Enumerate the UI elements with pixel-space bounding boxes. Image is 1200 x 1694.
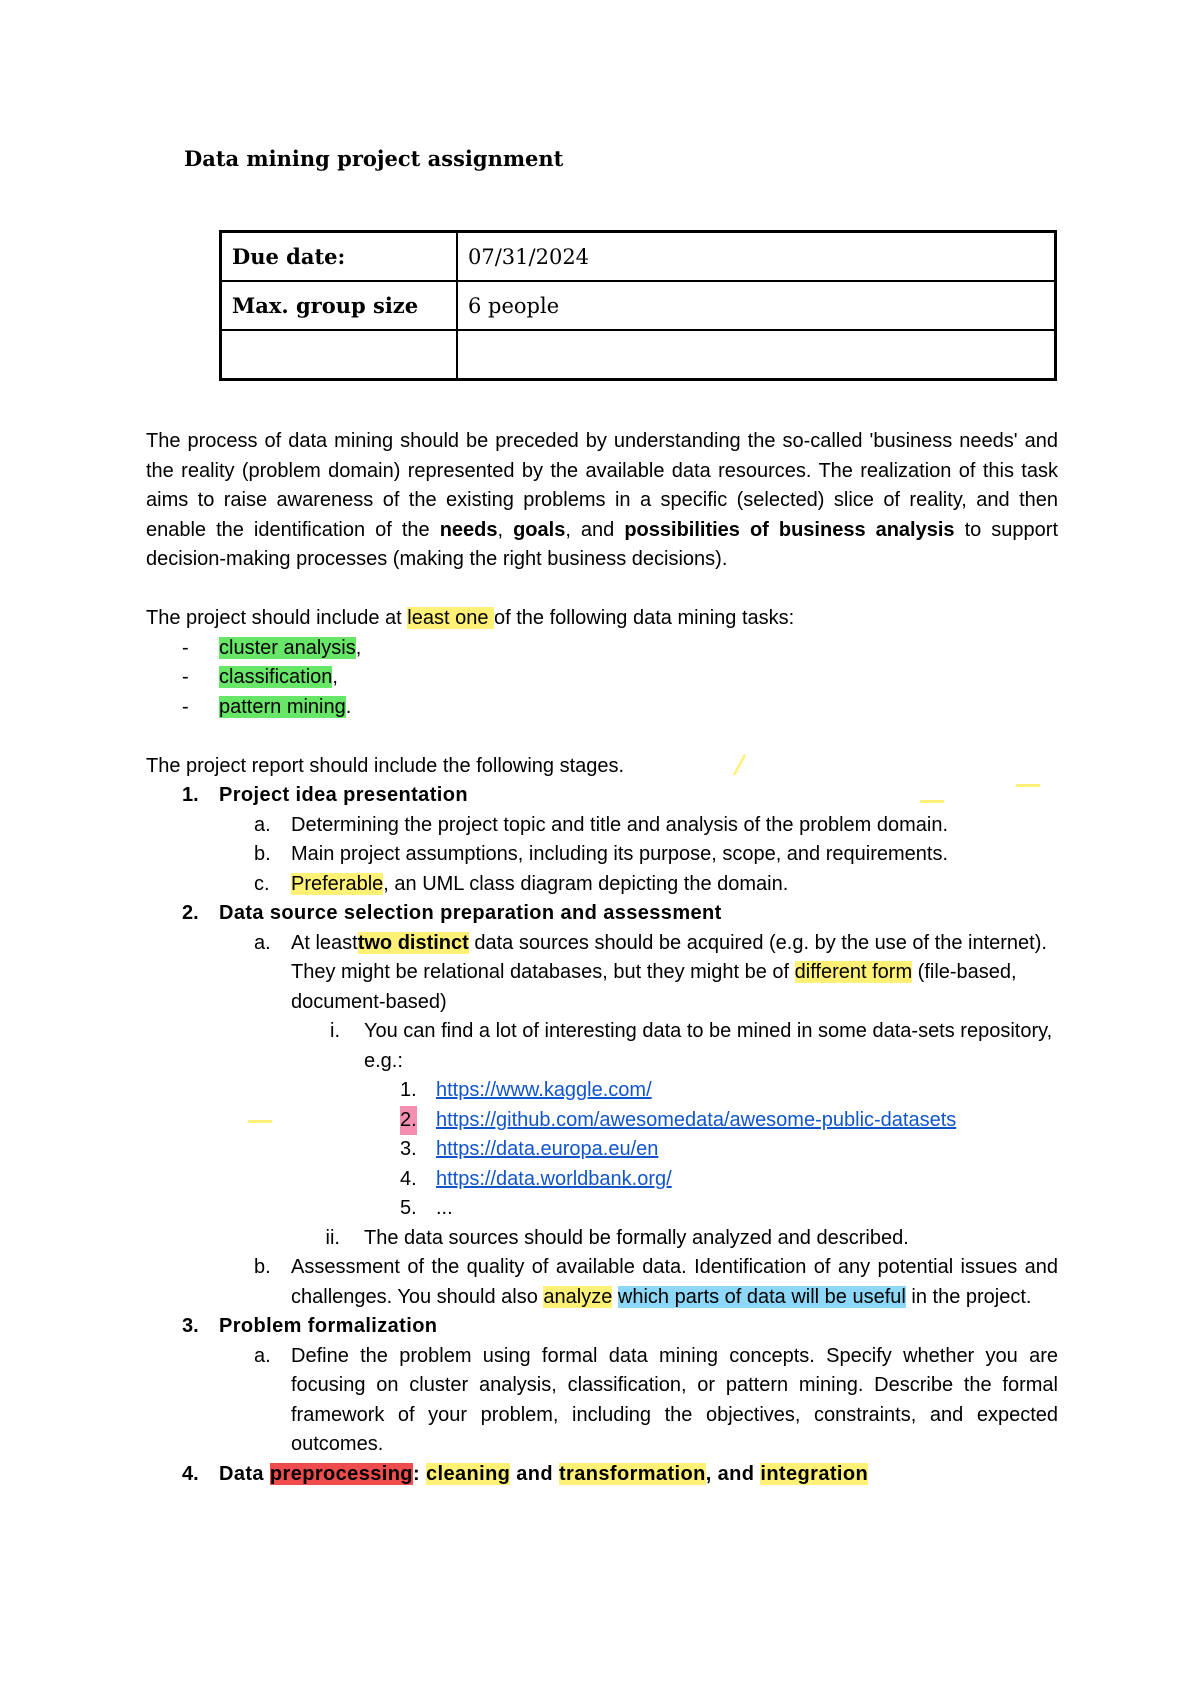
list-item bbox=[146, 634, 1058, 664]
due-date-value: 07/31/2024 bbox=[457, 232, 1056, 282]
intro-paragraph bbox=[146, 427, 1058, 575]
item-text: data sources should be acquired (e.g. by the use of the internet). They might be relational databases, but they might be of bbox=[291, 931, 1047, 983]
stage-title-text: Data bbox=[219, 1462, 270, 1485]
highlight-integration: integration bbox=[760, 1462, 869, 1485]
item-text: , an UML class diagram depicting the domain. bbox=[383, 872, 789, 895]
highlight-preprocessing: preprocessing bbox=[269, 1462, 413, 1485]
highlight-cleaning: cleaning bbox=[425, 1462, 511, 1485]
letter-marker: a. bbox=[254, 931, 271, 954]
stray-highlighter-mark bbox=[248, 1120, 272, 1123]
item-text: You can find a lot of interesting data to be mined in some data-sets repository, e.g.: bbox=[364, 1020, 1053, 1072]
stage-2-heading bbox=[146, 899, 1058, 929]
list-item bbox=[146, 1076, 1058, 1106]
dash-marker: - bbox=[182, 695, 189, 718]
data-europa-link[interactable]: https://data.europa.eu/en bbox=[436, 1138, 659, 1160]
table-row bbox=[221, 330, 1056, 380]
kaggle-link[interactable]: https://www.kaggle.com/ bbox=[436, 1079, 652, 1101]
task-classification: classification bbox=[219, 666, 333, 688]
number-marker: 4. bbox=[400, 1167, 417, 1190]
stage-3-heading bbox=[146, 1312, 1058, 1342]
stage-number: 4. bbox=[182, 1462, 199, 1485]
info-table bbox=[219, 230, 1057, 381]
stage-title-text: , and bbox=[705, 1462, 761, 1485]
stage-title: Project idea presentation bbox=[219, 784, 468, 806]
stage-number: 3. bbox=[182, 1315, 199, 1337]
list-item bbox=[146, 1135, 1058, 1165]
list-item bbox=[146, 1224, 1058, 1254]
list-item bbox=[146, 1017, 1058, 1076]
stage-number: 2. bbox=[182, 902, 199, 924]
list-punctuation: , bbox=[355, 636, 362, 659]
tasks-intro-text: The project should include at bbox=[146, 607, 408, 629]
item-text: Assessment of the quality of available data. Identification of any potential issues and challenges. You should also bbox=[291, 1256, 1058, 1308]
letter-marker: b. bbox=[254, 1256, 271, 1278]
worldbank-link[interactable]: https://data.worldbank.org/ bbox=[436, 1167, 672, 1190]
intro-separator: , and bbox=[565, 518, 625, 541]
task-cluster-analysis: cluster analysis bbox=[219, 636, 356, 659]
list-item bbox=[146, 1106, 1058, 1136]
stage-4-heading bbox=[146, 1460, 1058, 1490]
highlight-least-one: least one bbox=[407, 607, 495, 629]
number-marker: 3. bbox=[400, 1138, 417, 1160]
stage-1-heading bbox=[146, 781, 1058, 811]
due-date-label: Due date: bbox=[221, 232, 458, 282]
roman-marker: i. bbox=[330, 1020, 340, 1042]
dash-marker: - bbox=[182, 636, 189, 659]
highlight-preferable: Preferable bbox=[291, 872, 384, 895]
list-item bbox=[146, 811, 1058, 841]
task-pattern-mining: pattern mining bbox=[219, 695, 346, 718]
tasks-intro-text: of the following data mining tasks: bbox=[494, 607, 795, 629]
stage-title: Data source selection preparation and assessment bbox=[219, 902, 722, 924]
group-size-value: 6 people bbox=[457, 281, 1056, 330]
intro-text: to support decision-making processes (making the right business decisions). bbox=[146, 518, 1058, 570]
dash-marker: - bbox=[182, 666, 189, 688]
intro-text: The process of data mining should be preceded by understanding the so-called 'business needs' and the reality (problem domain) represented by the available data resources. The realization of this task aims to raise awareness of the existing problems in a specific (selected) slice of reality, and then enable the identification of the bbox=[146, 430, 1058, 541]
list-punctuation: , bbox=[332, 666, 338, 688]
letter-marker: a. bbox=[254, 813, 271, 836]
needs-term: needs bbox=[439, 518, 498, 541]
item-text: in the project. bbox=[905, 1285, 1032, 1308]
item-text: Main project assumptions, including its purpose, scope, and requirements. bbox=[291, 843, 949, 865]
stray-highlighter-mark bbox=[1016, 784, 1040, 787]
number-marker: 2. bbox=[400, 1106, 417, 1136]
highlight-transformation: transformation bbox=[558, 1462, 706, 1485]
tasks-intro bbox=[146, 604, 1058, 634]
document-title: Data mining project assignment bbox=[184, 146, 564, 171]
roman-marker: ii. bbox=[325, 1226, 340, 1249]
stages-intro: The project report should include the following stages. bbox=[146, 754, 625, 777]
ellipsis: ... bbox=[436, 1197, 453, 1219]
stage-title-text: : bbox=[412, 1462, 426, 1485]
list-item bbox=[146, 929, 1058, 1018]
list-item bbox=[146, 1253, 1058, 1312]
stray-highlighter-mark bbox=[730, 752, 750, 778]
list-punctuation: . bbox=[345, 695, 352, 718]
item-text: (file-based, document-based) bbox=[291, 961, 1017, 1013]
list-item bbox=[146, 870, 1058, 900]
empty-cell bbox=[221, 330, 458, 380]
table-row bbox=[221, 232, 1056, 282]
item-text: Determining the project topic and title and analysis of the problem domain. bbox=[291, 813, 949, 836]
highlight-analyze: analyze bbox=[543, 1285, 613, 1308]
item-text: Define the problem using formal data mining concepts. Specify whether you are focusing on cluster analysis, classification, or pattern mining. Describe the formal framework of your problem, including the objectives, constraints, and expected outcomes. bbox=[291, 1344, 1058, 1455]
group-size-label: Max. group size bbox=[221, 281, 458, 330]
document-body bbox=[146, 427, 1058, 1489]
number-marker: 1. bbox=[400, 1079, 417, 1101]
stage-number: 1. bbox=[182, 784, 199, 806]
list-item bbox=[146, 663, 1058, 693]
letter-marker: a. bbox=[254, 1344, 271, 1367]
stray-highlighter-mark bbox=[920, 800, 944, 803]
goals-term: goals bbox=[513, 518, 566, 541]
item-text: At least bbox=[291, 931, 358, 954]
table-row bbox=[221, 281, 1056, 330]
highlight-useful-data: which parts of data will be useful bbox=[617, 1285, 906, 1308]
letter-marker: c. bbox=[254, 872, 270, 895]
empty-cell bbox=[457, 330, 1056, 380]
list-item bbox=[146, 840, 1058, 870]
possibilities-term: possibilities of business analysis bbox=[624, 518, 955, 541]
list-item bbox=[146, 1342, 1058, 1460]
letter-marker: b. bbox=[254, 843, 271, 865]
list-item bbox=[146, 693, 1058, 723]
highlight-different-form: different form bbox=[794, 961, 913, 983]
number-marker: 5. bbox=[400, 1197, 417, 1219]
list-item bbox=[146, 1165, 1058, 1195]
intro-separator: , bbox=[497, 518, 514, 541]
github-datasets-link[interactable]: https://github.com/awesomedata/awesome-public-datasets bbox=[436, 1108, 957, 1131]
list-item bbox=[146, 1194, 1058, 1224]
stage-title-text: and bbox=[510, 1462, 559, 1485]
highlight-two-distinct: two distinct bbox=[357, 931, 469, 954]
item-text: The data sources should be formally analyzed and described. bbox=[364, 1226, 909, 1249]
stage-title: Problem formalization bbox=[219, 1315, 438, 1337]
